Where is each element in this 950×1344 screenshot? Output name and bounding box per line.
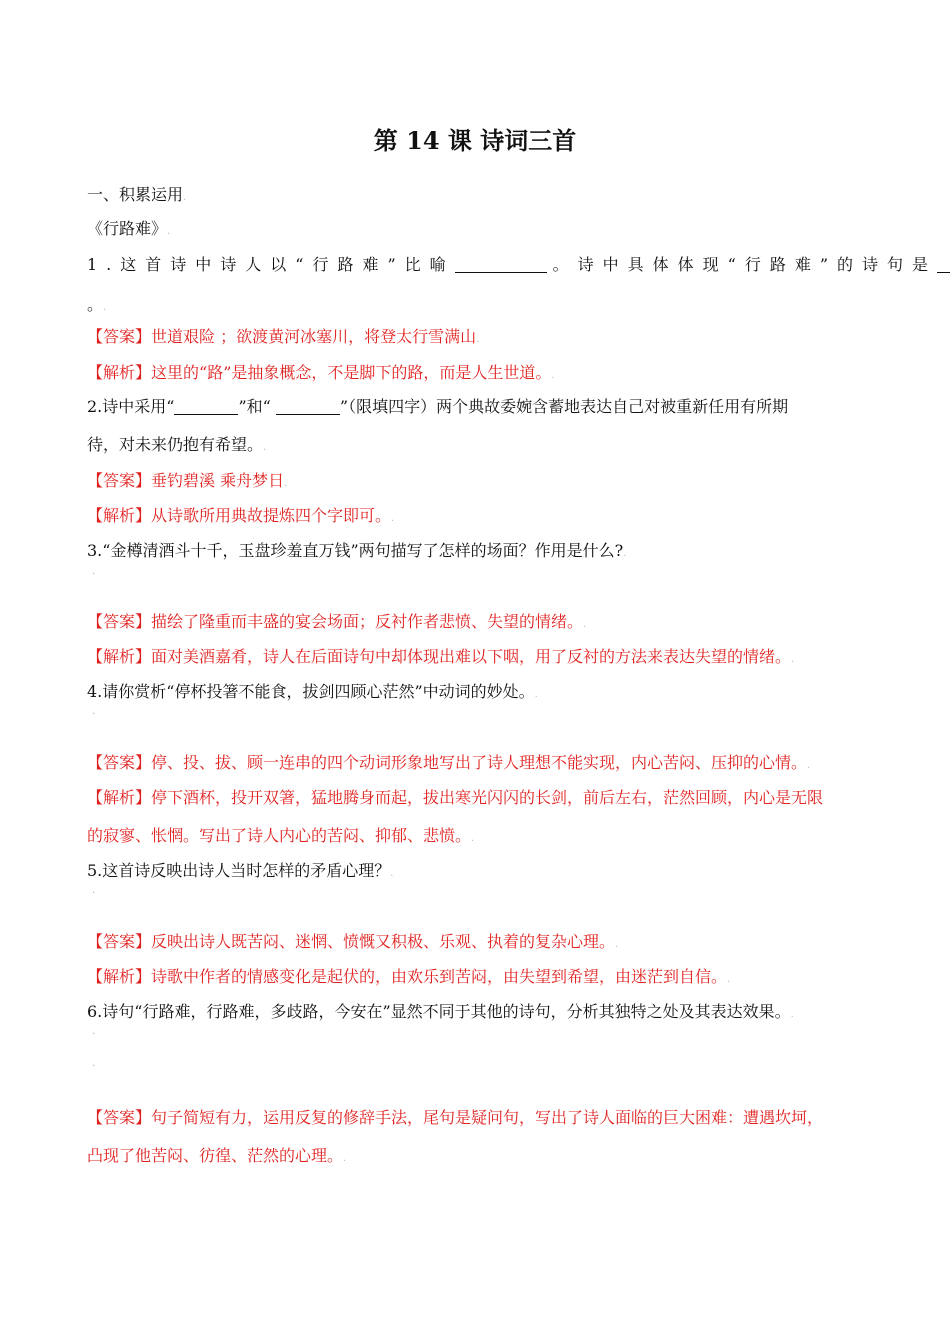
- poem-title: 《行路难》.: [87, 219, 171, 238]
- blank-1a: [455, 256, 547, 273]
- question-5: 5.这首诗反映出诗人当时怎样的矛盾心理？.: [87, 861, 394, 880]
- answer-6: 【答案】句子简短有力，运用反复的修辞手法，尾句是疑问句，写出了诗人面临的巨大困难：遭遇坎坷，: [87, 1108, 824, 1127]
- question-1-end: 。.: [87, 295, 107, 314]
- answer-4: 【答案】停、投、拔、顾一连串的四个动词形象地写出了诗人理想不能实现，内心苦闷、压抑的心情。.: [87, 753, 811, 772]
- question-1: 1.这首诗中诗人以“行路难”比喻 。诗中具体体现“行路难”的诗句是: [87, 254, 950, 276]
- answer-5: 【答案】反映出诗人既苦闷、迷惘、愤慨又积极、乐观、执着的复杂心理。.: [87, 932, 619, 951]
- answer-3: 【答案】描绘了隆重而丰盛的宴会场面；反衬作者悲愤、失望的情绪。.: [87, 612, 587, 631]
- analysis-5: 【解析】诗歌中作者的情感变化是起伏的，由欢乐到苦闷，由失望到希望，由迷茫到自信。.: [87, 967, 731, 986]
- page-title: 第 14 课 诗词三首: [373, 126, 577, 155]
- analysis-3: 【解析】面对美酒嘉肴，诗人在后面诗句中却体现出难以下咽，用了反衬的方法来表达失望的情绪。.: [87, 647, 795, 666]
- blank-2a: [174, 398, 238, 415]
- question-4: 4.请你赏析“停杯投箸不能食，拔剑四顾心茫然”中动词的妙处。.: [87, 682, 538, 701]
- analysis-4: 【解析】停下酒杯，投开双箸，猛地腾身而起，拔出寒光闪闪的长剑，前后左右，茫然回顾，内心是无限: [87, 788, 824, 807]
- section-heading: 一、积累运用.: [87, 185, 187, 204]
- question-6: 6.诗句“行路难，行路难，多歧路，今安在”显然不同于其他的诗句，分析其独特之处及其表达效果。.: [87, 1002, 794, 1021]
- analysis-4-cont: 的寂寥、怅惘。写出了诗人内心的苦闷、抑郁、悲愤。.: [87, 826, 475, 845]
- question-3: 3.“金樽清酒斗十千，玉盘珍羞直万钱”两句描写了怎样的场面？作用是什么?.: [87, 541, 627, 560]
- analysis-2: 【解析】从诗歌所用典故提炼四个字即可。.: [87, 506, 395, 525]
- answer-6-cont: 凸现了他苦闷、彷徨、茫然的心理。.: [87, 1146, 347, 1165]
- answer-2: 【答案】垂钓碧溪 乘舟梦日.: [87, 471, 288, 490]
- question-2: 2.诗中采用“ ”和“ ”（限填四字）两个典故委婉含蓄地表达自己对被重新任用有所期: [87, 397, 789, 416]
- answer-1: 【答案】世道艰险 ；欲渡黄河冰塞川，将登太行雪满山.: [87, 327, 480, 346]
- blank-2b: [276, 398, 340, 415]
- analysis-1: 【解析】这里的“路”是抽象概念，不是脚下的路，而是人生世道。.: [87, 363, 555, 382]
- question-2-cont: 待，对未来仍抱有希望。.: [87, 435, 267, 454]
- blank-1b: [937, 256, 950, 273]
